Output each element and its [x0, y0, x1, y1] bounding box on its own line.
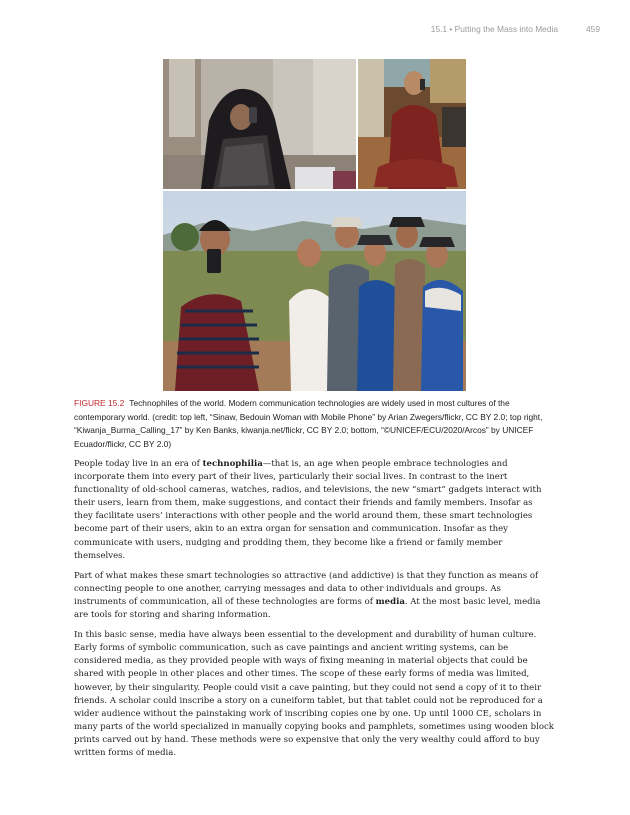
running-header [431, 24, 600, 34]
figure-label: FIGURE 15.2 [74, 398, 125, 408]
photo-monk-calling [358, 59, 466, 189]
paragraph: In this basic sense, media have always been essential to the development and durability of human culture. Early forms of symbolic communication, such as cave paintings and ancient writing systems, can be considered media, as they provided people with ways of fixing meaning in material objects that could be shared with people in other places and other times. The scope of these early forms of media was limited, however, by their singularity. People could visit a cave painting, but they could not send a copy of it to their friends. A scholar could inscribe a story on a cuneiform tablet, but that tablet could not be reproduced for a wider audience without the painstaking work of inscribing copies one by one. Up until 1000 CE, scholars in many parts of the world specialized in manually copying books and pamphlets, sometimes using wooden block prints carved out by hand. These methods were so expensive that only the very wealthy could afford to buy written forms of media. [74, 630, 554, 758]
paragraph: People today live in an era of technophilia—that is, an age when people embrace technologies and incorporate them into every part of their lives, particularly their social lives. In contrast to the inert functionality of old-school cameras, watches, radios, and televisions, the new “smart” gadgets interact with their users, learn from them, make suggestions, and contact their friends and family members. Insofar as they facilitate users’ interactions with other people and the world around them, these smart technologies become part of their users, akin to an extra organ for sensation and communication. Insofar as they communicate with users, nudging and prodding them, they become like a friend or family member themselves. [74, 459, 542, 561]
figure-caption [74, 397, 554, 451]
photo-group-selfie [163, 191, 466, 391]
paragraph: Part of what makes these smart technologies so attractive (and addictive) is that they function as means of connecting people to one another, carrying messages and data to other individuals and groups. As instruments of communication, all of these technologies are forms of media. At the most basic level, media are tools for storing and sharing information. [74, 570, 541, 621]
key-term: media [375, 596, 405, 607]
figure-caption-text: Technophiles of the world. Modern communication technologies are widely used in most cultures of the contemporary world. (credit: top left, “Sinaw, Bedouin Woman with Mobile Phone” by Arian Zwegers/flickr, CC BY 2.0; top right, “Kiwanja_Burma_Calling_17” by Ken Banks, kiwanja.net/flickr, CC BY 2.0; bottom, “©UNICEF/ECU/2020/Arcos” by UNICEF Ecuador/flickr, CC BY 2.0) [74, 398, 543, 449]
page-number: 459 [586, 24, 600, 34]
section-title: 15.1 • Putting the Mass into Media [430, 24, 559, 34]
key-term: technophilia [202, 459, 263, 469]
body-text [74, 458, 554, 767]
photo-bedouin-woman [163, 59, 356, 189]
